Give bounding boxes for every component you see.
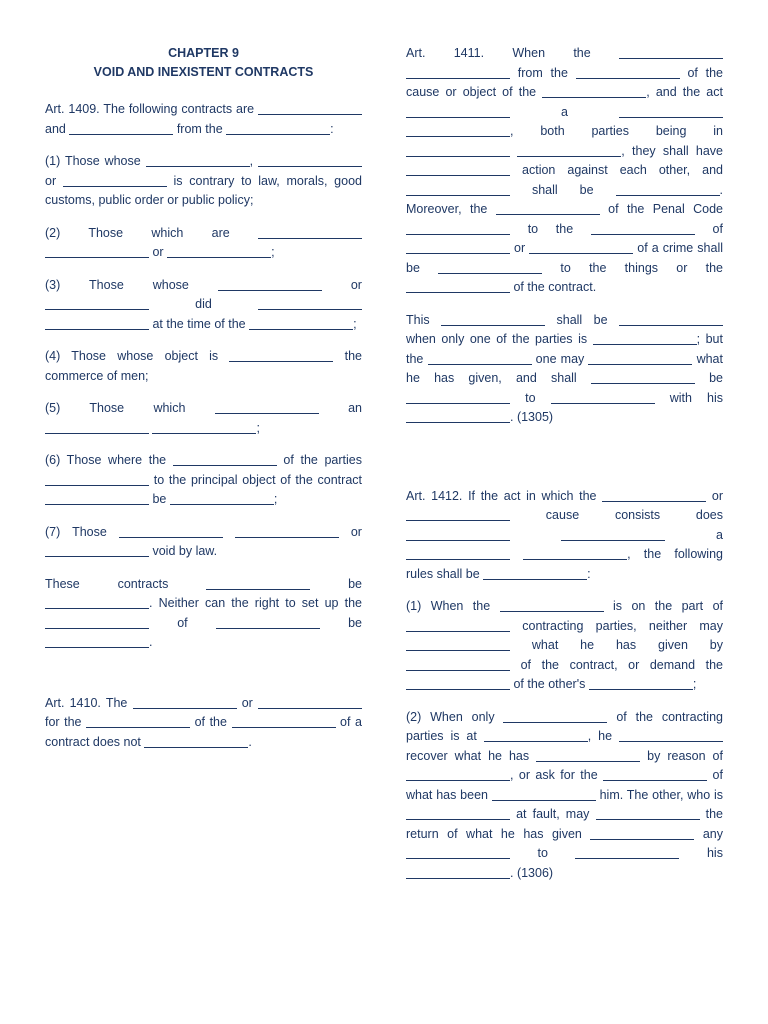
art-1409-item-7: (7) Those or void by law.	[45, 524, 362, 558]
blank[interactable]	[119, 524, 223, 538]
art-1409-item-6: (6) Those where the of the parties to the principal object of the contract be ;	[45, 453, 362, 506]
blank[interactable]	[45, 420, 149, 434]
blank[interactable]	[542, 84, 646, 98]
blank[interactable]	[173, 452, 277, 466]
art-1412-rule-2: (2) When only of the contracting parties is at , he recover what he has by reason of , or ask for the of what has been him. The other, who is at fault, may the return of what he has given any to his . (1306)	[406, 709, 723, 880]
art-1409-item-4: (4) Those whose object is the commerce of men;	[45, 349, 362, 383]
art-1409-item-1: (1) Those whose , or is contrary to law, morals, good customs, public order or public policy;	[45, 154, 362, 207]
blank[interactable]	[619, 312, 723, 326]
blank[interactable]	[235, 524, 339, 538]
blank[interactable]	[406, 546, 510, 560]
blank[interactable]	[619, 45, 723, 59]
art-label: Art. 1411. When the	[406, 46, 591, 60]
chapter-heading	[45, 44, 362, 82]
blank[interactable]	[406, 527, 510, 541]
blank[interactable]	[576, 65, 680, 79]
blank[interactable]	[588, 351, 692, 365]
blank[interactable]	[406, 618, 510, 632]
blank[interactable]	[406, 767, 510, 781]
blank[interactable]	[258, 695, 362, 709]
blank[interactable]	[45, 316, 149, 330]
blank[interactable]	[63, 173, 167, 187]
blank[interactable]	[215, 400, 319, 414]
blank[interactable]	[406, 409, 510, 423]
art-1409-item-5: (5) Those which an ;	[45, 401, 363, 435]
art-1409-item-2: (2) Those which are or ;	[45, 224, 362, 263]
blank[interactable]	[589, 676, 693, 690]
blank[interactable]	[406, 845, 510, 859]
blank[interactable]	[590, 826, 694, 840]
blank[interactable]	[428, 351, 532, 365]
blank[interactable]	[406, 104, 510, 118]
art-label: Art. 1410. The	[45, 695, 128, 710]
blank[interactable]	[45, 296, 149, 310]
blank[interactable]	[152, 420, 256, 434]
blank[interactable]	[619, 104, 723, 118]
blank[interactable]	[133, 695, 237, 709]
blank[interactable]	[406, 676, 510, 690]
blank[interactable]	[561, 527, 665, 541]
art-1409-closing: These contracts be . Neither can the right to set up the of be .	[45, 576, 362, 649]
blank[interactable]	[603, 767, 707, 781]
blank[interactable]	[441, 312, 545, 326]
art-1412-rule-1: (1) When the is on the part of contracting parties, neither may what he has given by of the contract, or demand the of the other's ;	[406, 599, 723, 691]
blank[interactable]	[551, 390, 655, 404]
blank[interactable]	[406, 162, 510, 176]
blank[interactable]	[496, 201, 600, 215]
blank[interactable]	[523, 546, 627, 560]
blank[interactable]	[216, 615, 320, 629]
blank[interactable]	[232, 714, 336, 728]
blank[interactable]	[529, 240, 633, 254]
right-column	[406, 44, 723, 896]
blank[interactable]	[45, 615, 149, 629]
blank[interactable]	[45, 634, 149, 648]
blank[interactable]	[616, 182, 720, 196]
blank[interactable]	[500, 598, 604, 612]
blank[interactable]	[406, 240, 510, 254]
blank[interactable]	[406, 390, 510, 404]
blank[interactable]	[596, 806, 700, 820]
blank[interactable]	[206, 576, 310, 590]
blank[interactable]	[591, 370, 695, 384]
blank[interactable]	[591, 221, 695, 235]
blank[interactable]	[167, 244, 271, 258]
chapter-number: CHAPTER 9	[168, 46, 239, 60]
blank[interactable]	[69, 121, 173, 135]
blank[interactable]	[492, 787, 596, 801]
blank[interactable]	[258, 225, 362, 239]
blank[interactable]	[406, 507, 510, 521]
blank[interactable]	[258, 153, 362, 167]
blank[interactable]	[258, 101, 362, 115]
blank[interactable]	[218, 277, 322, 291]
art-1412-intro: Art. 1412. If the act in which the or cause consists does a , the following rules shall be :	[406, 488, 723, 581]
blank[interactable]	[258, 296, 362, 310]
blank[interactable]	[406, 221, 510, 235]
blank[interactable]	[602, 488, 706, 502]
blank[interactable]	[406, 65, 510, 79]
blank[interactable]	[406, 865, 510, 879]
blank[interactable]	[229, 348, 333, 362]
blank[interactable]	[536, 748, 640, 762]
blank[interactable]	[483, 566, 587, 580]
blank[interactable]	[45, 244, 149, 258]
blank[interactable]	[406, 182, 510, 196]
blank[interactable]	[170, 491, 274, 505]
blank[interactable]	[406, 806, 510, 820]
blank[interactable]	[406, 143, 510, 157]
art-label: Art. 1409.	[45, 102, 100, 116]
blank[interactable]	[593, 331, 697, 345]
blank[interactable]	[619, 728, 723, 742]
blank[interactable]	[146, 153, 250, 167]
blank[interactable]	[438, 260, 542, 274]
art-1411-para-2: This shall be when only one of the parties is ; but the one may what he has given, and shall be to with his . (1305)	[406, 312, 724, 424]
blank[interactable]	[517, 143, 621, 157]
blank[interactable]	[406, 279, 510, 293]
blank[interactable]	[503, 709, 607, 723]
blank[interactable]	[86, 714, 190, 728]
art-label: Art. 1412. If the act in which the	[406, 488, 597, 503]
blank[interactable]	[226, 121, 330, 135]
blank[interactable]	[144, 734, 248, 748]
blank[interactable]	[406, 637, 510, 651]
blank[interactable]	[484, 728, 588, 742]
art-1409-item-3: (3) Those whose or did at the time of the ;	[45, 277, 362, 331]
blank[interactable]	[406, 123, 510, 137]
blank[interactable]	[45, 543, 149, 557]
blank[interactable]	[575, 845, 679, 859]
chapter-title: VOID AND INEXISTENT CONTRACTS	[93, 65, 314, 79]
blank[interactable]	[406, 657, 510, 671]
blank[interactable]	[249, 316, 353, 330]
art-1411-para-1: Art. 1411. When the from the of the cause or object of the , and the act a , both parties being in , they shall have action against each other, and shall be . Moreover, the of the Penal Code to the of or of a crime shall be to the things or the of the contract.	[406, 46, 724, 294]
blank[interactable]	[45, 472, 149, 486]
art-1410: Art. 1410. The or for the of the of a contract does not .	[45, 695, 362, 749]
blank[interactable]	[45, 491, 149, 505]
art-1409-intro: Art. 1409. The following contracts are and from the :	[45, 100, 362, 139]
left-column	[45, 44, 362, 765]
blank[interactable]	[45, 595, 149, 609]
